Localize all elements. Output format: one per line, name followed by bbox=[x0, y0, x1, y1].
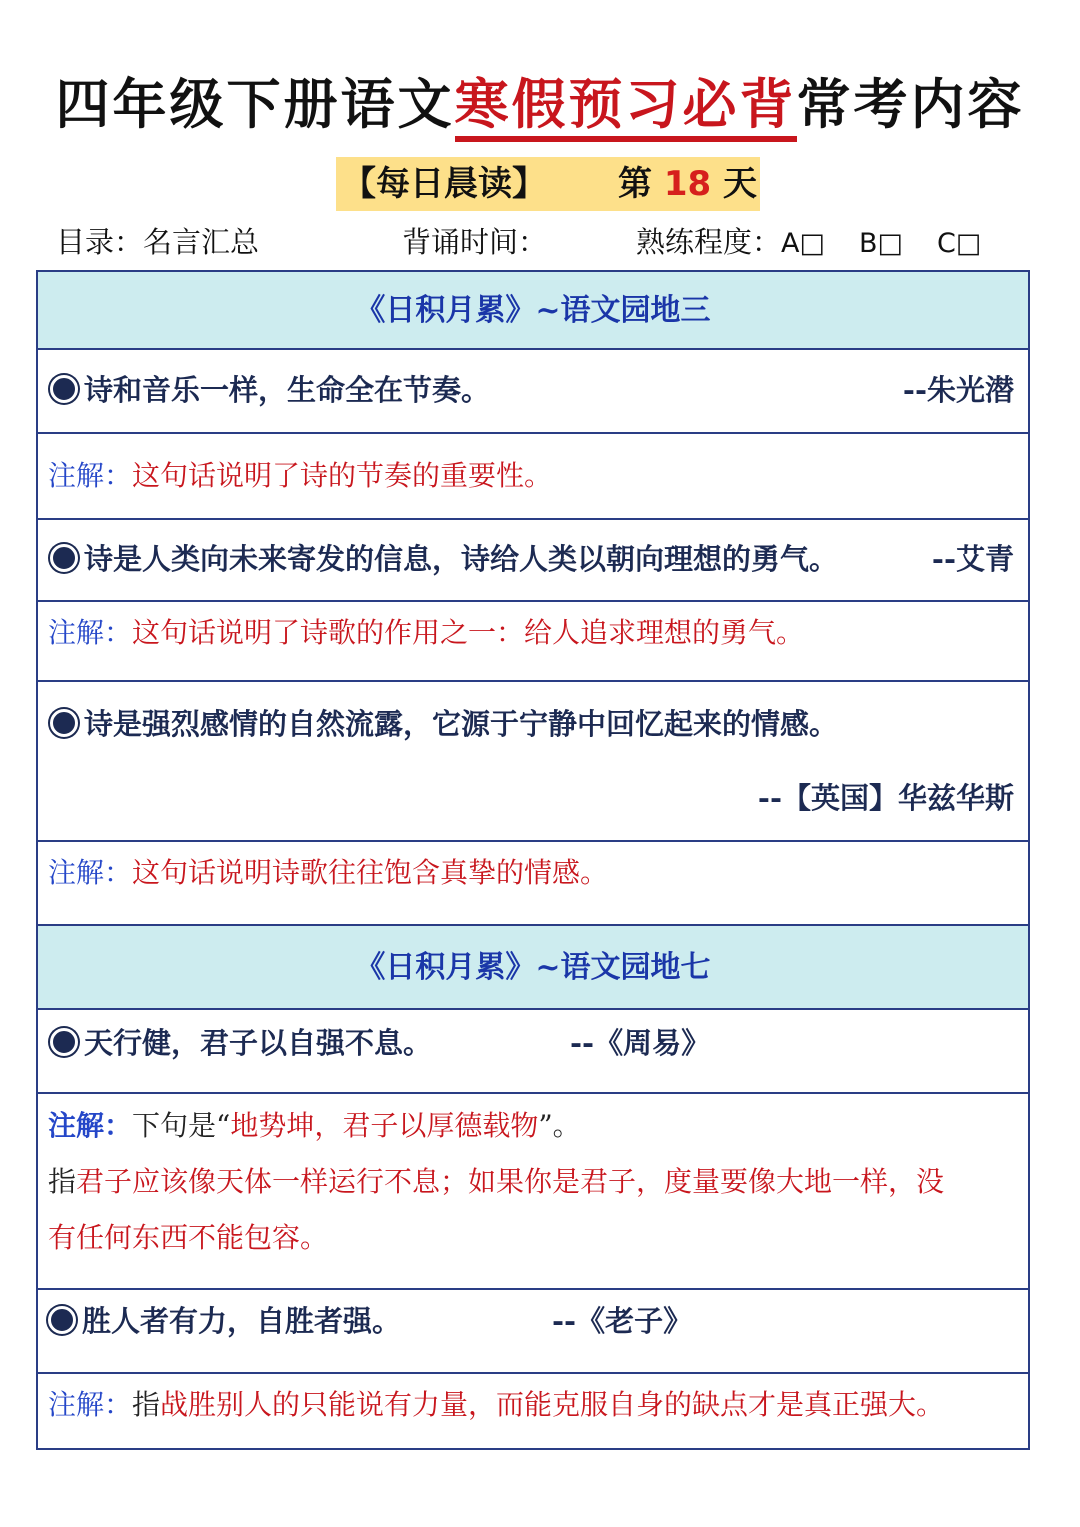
bullet-icon bbox=[50, 709, 78, 737]
quote-row bbox=[38, 1010, 1028, 1094]
proficiency-field bbox=[636, 222, 981, 262]
proficiency-label: 熟练程度： bbox=[636, 225, 782, 259]
quote-author: --《老子》 bbox=[552, 1304, 693, 1338]
note-intro-end: ”。 bbox=[538, 1109, 581, 1142]
note-line2: 君子应该像天体一样运行不息；如果你是君子，度量要像大地一样，没 bbox=[76, 1165, 945, 1198]
section-header: 《日积月累》~语文园地七 bbox=[38, 926, 1028, 1010]
bullet-icon bbox=[50, 1028, 78, 1056]
title-suffix: 常考内容 bbox=[796, 72, 1025, 136]
daily-reading-banner bbox=[336, 157, 760, 211]
note-label: 注解： bbox=[48, 856, 133, 889]
note-line2-prefix: 指 bbox=[48, 1165, 77, 1198]
quotes-table bbox=[36, 270, 1030, 1450]
proficiency-option-c[interactable]: C□ bbox=[937, 228, 982, 259]
quote-author: --朱光潜 bbox=[902, 373, 1014, 407]
note-prefix: 指 bbox=[132, 1388, 161, 1421]
recite-time-label: 背诵时间： bbox=[402, 225, 548, 259]
note-label: 注解： bbox=[48, 1109, 133, 1142]
note-label: 注解： bbox=[48, 616, 133, 649]
day-suffix: 天 bbox=[723, 164, 758, 204]
quote-author: --《周易》 bbox=[570, 1026, 711, 1060]
proficiency-option-b[interactable]: B□ bbox=[859, 228, 904, 259]
page-title bbox=[0, 62, 1080, 139]
quote-row bbox=[38, 682, 1028, 842]
bullet-icon bbox=[50, 544, 78, 572]
day-number: 18 bbox=[663, 164, 712, 204]
quote-row bbox=[38, 1290, 1028, 1374]
quote-row bbox=[38, 350, 1028, 434]
note-label: 注解： bbox=[48, 1388, 133, 1421]
quote-author: --艾青 bbox=[931, 542, 1014, 576]
bullet-icon bbox=[48, 1306, 76, 1334]
quote-text: 诗和音乐一样，生命全在节奏。 bbox=[84, 373, 491, 407]
day-counter bbox=[618, 157, 757, 211]
note-intro: 下句是“ bbox=[132, 1109, 231, 1142]
note-label: 注解： bbox=[48, 459, 133, 492]
quote-row bbox=[38, 520, 1028, 602]
bullet-icon bbox=[50, 375, 78, 403]
title-prefix: 四年级下册语文 bbox=[55, 72, 455, 136]
note-line3: 有任何东西不能包容。 bbox=[48, 1221, 329, 1254]
quote-author: --【英国】华兹华斯 bbox=[757, 781, 1014, 815]
catalog-label: 目录：名言汇总 bbox=[56, 225, 260, 259]
proficiency-option-a[interactable]: A□ bbox=[781, 228, 825, 259]
section-header: 《日积月累》~语文园地三 bbox=[38, 272, 1028, 350]
note-row bbox=[38, 434, 1028, 520]
note-quote: 地势坤，君子以厚德载物 bbox=[230, 1109, 539, 1142]
title-highlight: 寒假预习必背 bbox=[455, 72, 797, 142]
quote-text: 诗是强烈感情的自然流露，它源于宁静中回忆起来的情感。 bbox=[84, 707, 839, 741]
day-prefix: 第 bbox=[618, 164, 652, 204]
quote-text: 诗是人类向未来寄发的信息，诗给人类以朝向理想的勇气。 bbox=[84, 542, 839, 576]
note-row bbox=[38, 602, 1028, 682]
quote-text: 胜人者有力，自胜者强。 bbox=[82, 1304, 402, 1338]
note-text: 这句话说明了诗歌的作用之一：给人追求理想的勇气。 bbox=[132, 616, 805, 649]
note-row bbox=[38, 1374, 1028, 1450]
note-row bbox=[38, 1094, 1028, 1290]
daily-tag: 【每日晨读】 bbox=[342, 164, 546, 204]
note-text: 战胜别人的只能说有力量，而能克服自身的缺点才是真正强大。 bbox=[160, 1388, 945, 1421]
note-row bbox=[38, 842, 1028, 926]
note-text: 这句话说明诗歌往往饱含真挚的情感。 bbox=[132, 856, 609, 889]
note-text: 这句话说明了诗的节奏的重要性。 bbox=[132, 459, 553, 492]
quote-text: 天行健，君子以自强不息。 bbox=[84, 1026, 433, 1060]
